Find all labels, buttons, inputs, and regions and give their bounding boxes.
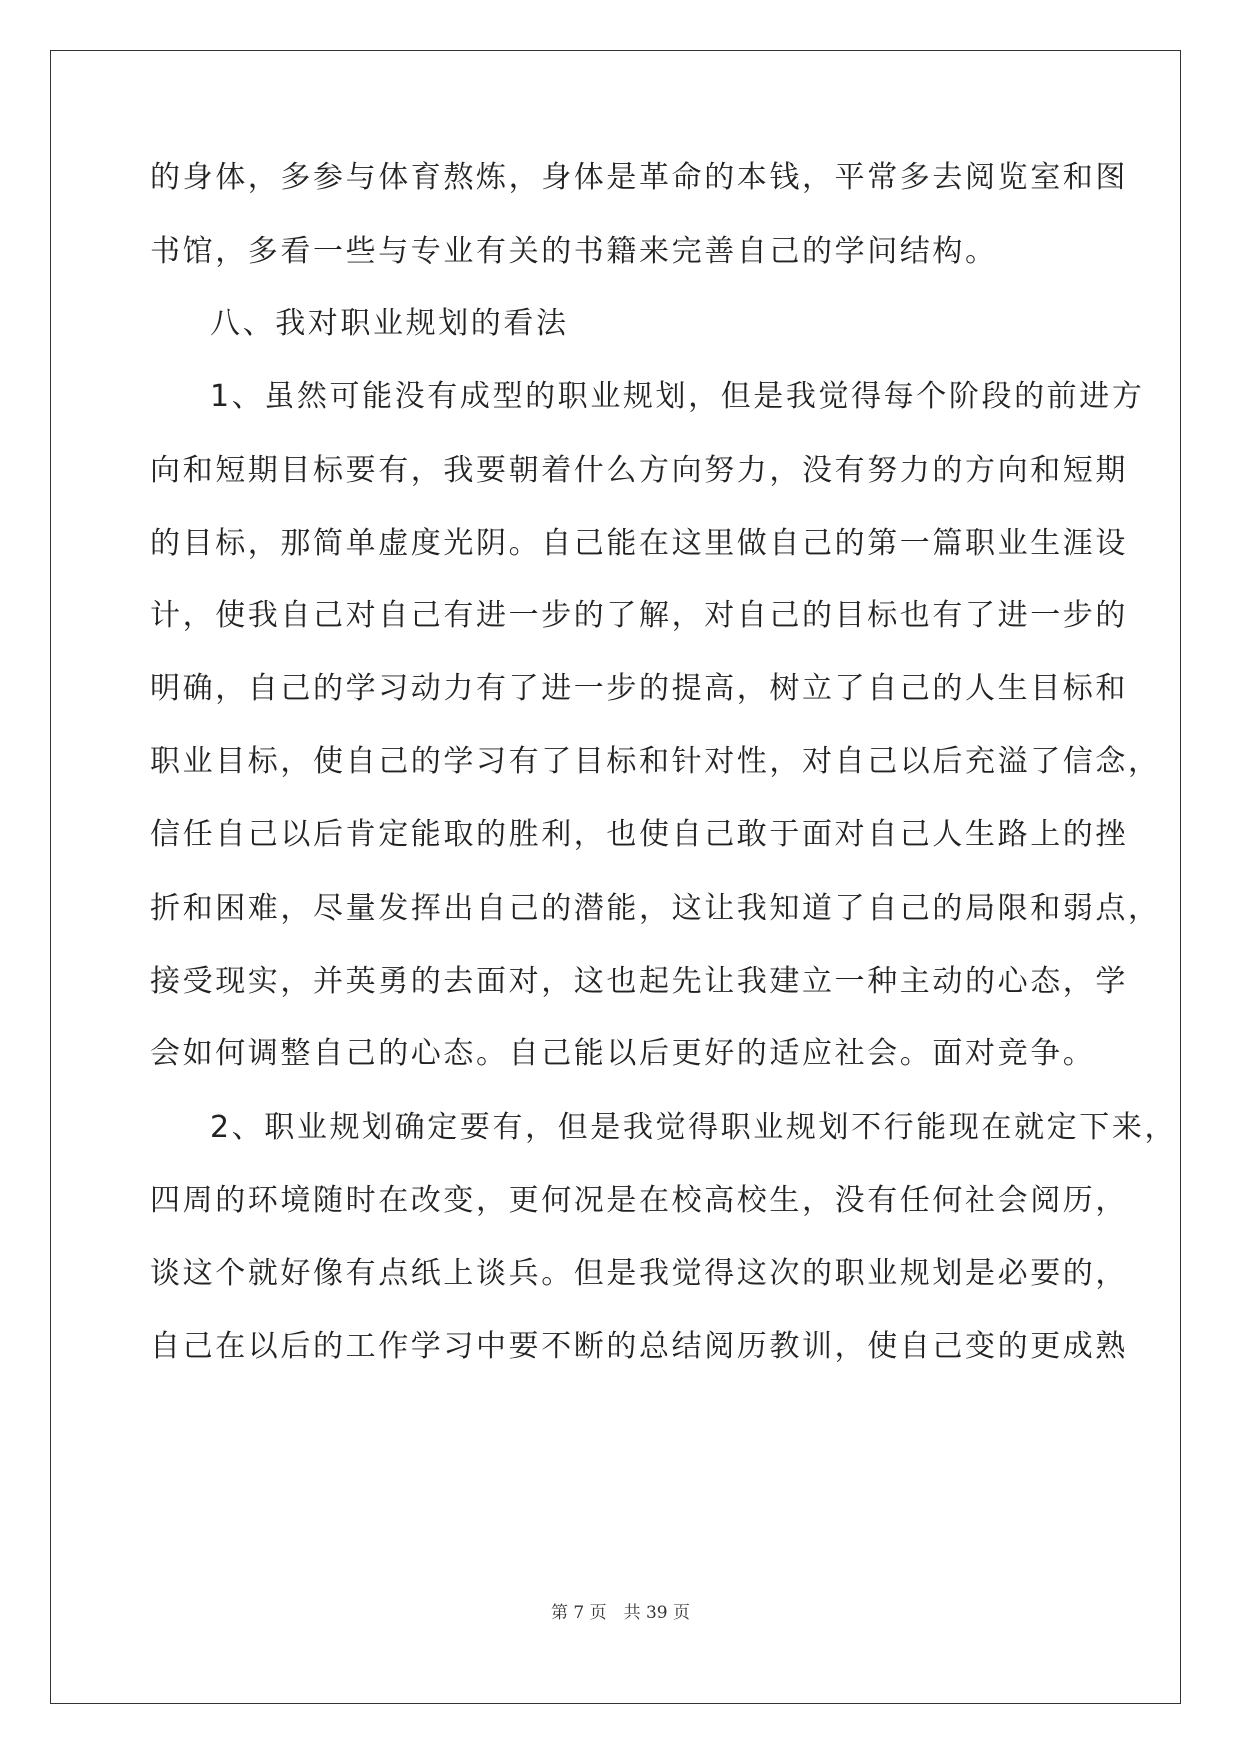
text-line: 职业目标，使自己的学习有了目标和针对性，对自己以后充溢了信念， xyxy=(150,744,1161,779)
text-line: 折和困难，尽量发挥出自己的潜能，这让我知道了自己的局限和弱点， xyxy=(150,891,1161,926)
text-line: 书馆，多看一些与专业有关的书籍来完善自己的学问结构。 xyxy=(150,234,998,269)
text-line: 明确，自己的学习动力有了进一步的提高，树立了自己的人生目标和 xyxy=(150,671,1128,706)
text-line: 谈这个就好像有点纸上谈兵。但是我觉得这次的职业规划是必要的， xyxy=(150,1256,1128,1291)
page-border xyxy=(50,50,1181,1704)
text-line: 四周的环境随时在改变，更何况是在校高校生，没有任何社会阅历， xyxy=(150,1183,1128,1218)
section-heading: 八、我对职业规划的看法 xyxy=(210,306,569,341)
text-line: 的身体，多参与体育熬炼，身体是革命的本钱，平常多去阅览室和图 xyxy=(150,160,1128,195)
text-line: 自己在以后的工作学习中要不断的总结阅历教训，使自己变的更成熟 xyxy=(150,1329,1128,1364)
text-line: 接受现实，并英勇的去面对，这也起先让我建立一种主动的心态，学 xyxy=(150,964,1128,999)
text-line: 计，使我自己对自己有进一步的了解，对自己的目标也有了进一步的 xyxy=(150,598,1128,633)
text-line: 信任自己以后肯定能取的胜利，也使自己敢于面对自己人生路上的挫 xyxy=(150,817,1128,852)
text-line: 1、虽然可能没有成型的职业规划，但是我觉得每个阶段的前进方 xyxy=(210,379,1145,414)
page-number: 第 7 页 共 39 页 xyxy=(550,1603,691,1623)
text-line: 的目标，那简单虚度光阴。自己能在这里做自己的第一篇职业生涯设 xyxy=(150,526,1128,561)
text-line: 会如何调整自己的心态。自己能以后更好的适应社会。面对竞争。 xyxy=(150,1036,1096,1071)
text-line: 2、职业规划确定要有，但是我觉得职业规划不行能现在就定下来， xyxy=(210,1110,1178,1145)
text-line: 向和短期目标要有，我要朝着什么方向努力，没有努力的方向和短期 xyxy=(150,453,1128,488)
